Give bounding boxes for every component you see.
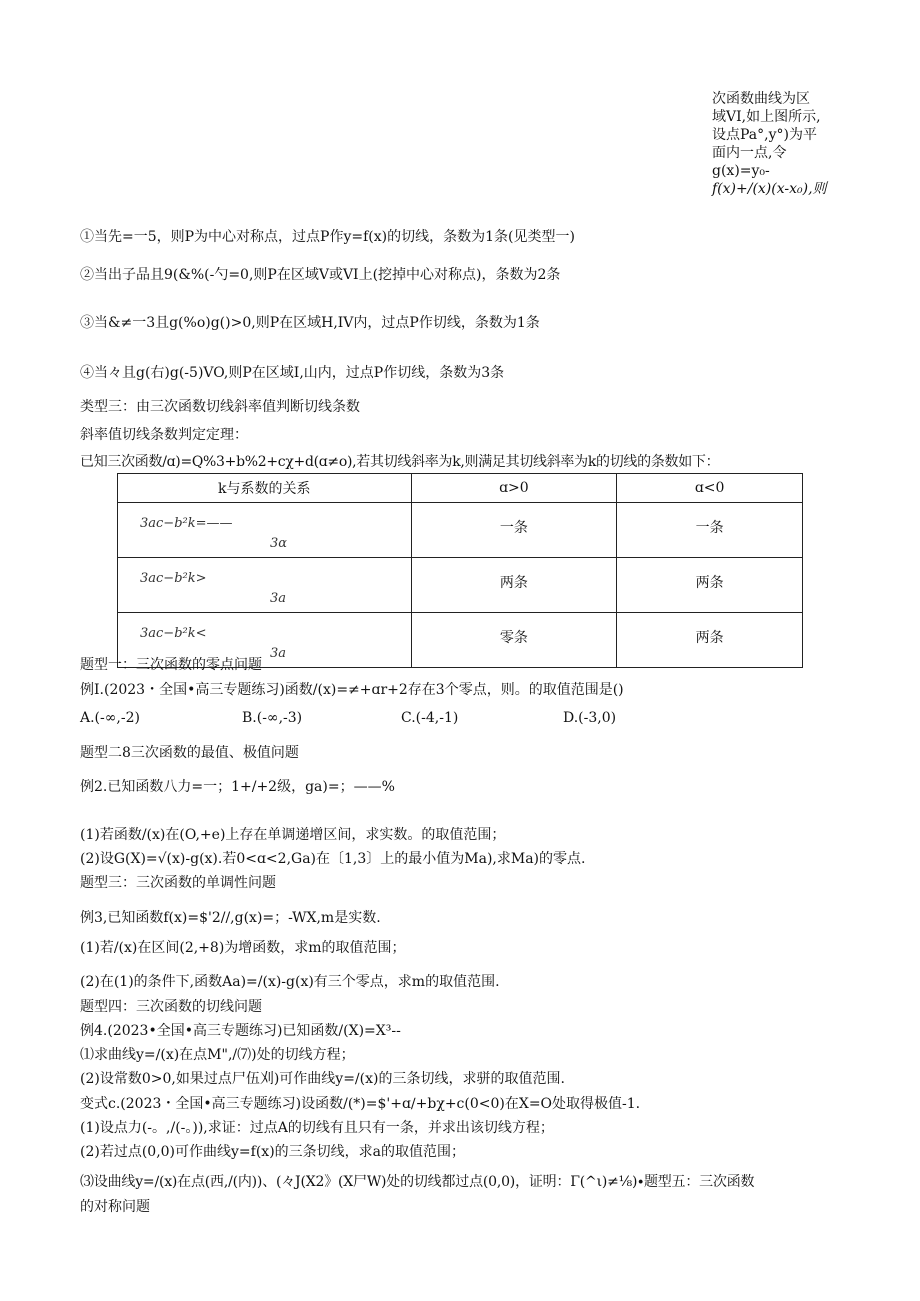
option-c: C.(-4,-1) [401, 710, 459, 726]
variant: 变式c.(2023・全国•高三专题练习)设函数/(*)=$'+ɑ∕+bχ+c(0<0)在X=O处取得极值-1. [80, 1096, 641, 1112]
tangent-count-table [117, 473, 803, 668]
side-line: f(x)+/(x)(x-x₀),则 [712, 181, 827, 197]
option-b: B.(-∞,-3) [242, 710, 303, 726]
q2-title: 题型二8三次函数的最值、极值问题 [80, 745, 299, 761]
formula-bottom: 3a [270, 646, 287, 661]
condition-formula [118, 506, 411, 554]
side-line: 域VI,如上图所示, [712, 109, 821, 125]
case-3: ③当&≠一3且g(%o)g()>0,则P在区域H,IV内，过点P作切线，条数为1条 [80, 315, 540, 331]
example-4: 例4.(2023•全国•高三专题练习)已知函数/(X)=X³-- [80, 1023, 401, 1039]
example-4-part-2: (2)设常数0>0,如果过点尸伍刈)可作曲线y=∕(x)的三条切线，求骈的取值范围. [80, 1071, 565, 1087]
table-cell: 两条 [617, 558, 803, 613]
formula-top: 3ac−b²k> [140, 571, 207, 586]
table-cell: 两条 [617, 613, 803, 668]
table-header: ɑ<0 [617, 474, 803, 503]
answer-options [80, 710, 780, 728]
table-header: k与系数的关系 [118, 474, 412, 503]
condition-formula [118, 561, 411, 609]
table-row [118, 558, 803, 613]
variant-part-3-cont: 的对称问题 [80, 1199, 150, 1215]
variant-part-2: (2)若过点(0,0)可作曲线y=f(x)的三条切线，求a的取值范围； [80, 1144, 466, 1160]
q1-title: 题型一：三次函数的零点问题 [80, 657, 262, 673]
formula-bottom: 3α [270, 536, 288, 551]
example-3-part-2: (2)在(1)的条件下,函数Aa)=/(x)-g(x)有三个零点，求m的取值范围. [80, 974, 500, 990]
table-cell: 一条 [617, 503, 803, 558]
table-cell: 一条 [411, 503, 617, 558]
example-3: 例3,已知函数f(x)=$'2//,g(x)=；-WX,m是实数. [80, 910, 381, 926]
example-2-part-1: (1)若函数/(x)在(O,+e)上存在单调递增区间，求实数。的取值范围； [80, 827, 506, 843]
table-cell: 两条 [411, 558, 617, 613]
q4-title: 题型四：三次函数的切线问题 [80, 999, 262, 1015]
variant-part-1: (1)设点力(-。,/(-。)),求证：过点A的切线有且只有一条，并求出该切线方程； [80, 1120, 554, 1136]
table-row [118, 503, 803, 558]
table-header-row [118, 474, 803, 503]
theorem-text: 已知三次函数/ɑ)=Q%3+b%2+cχ+d(ɑ≠o),若其切线斜率为k,则满足其切线斜率为k的切线的条数如下： [80, 454, 720, 470]
case-4: ④当々且g(右)g(-5)VO,则P在区域I,山内，过点P作切线，条数为3条 [80, 365, 505, 381]
case-2: ②当出子品且9(&%(-勺=0,则P在区域V或VI上(挖掉中心对称点)，条数为2条 [80, 267, 561, 283]
theorem-heading: 斜率值切线条数判定定理： [80, 427, 248, 443]
q3-title: 题型三：三次函数的单调性问题 [80, 875, 276, 891]
type3-heading: 类型三：由三次函数切线斜率值判断切线条数 [80, 399, 360, 415]
example-1: 例I.(2023・全国•高三专题练习)函数/(x)=≠+ɑr+2存在3个零点，则。的取值范围是() [80, 682, 624, 698]
formula-top: 3ac−b²k=—— [140, 516, 233, 531]
side-line: 面内一点,令 [712, 145, 787, 161]
formula-top: 3ac−b²k< [140, 626, 207, 641]
side-line: 次函数曲线为区 [712, 91, 810, 107]
formula-bottom: 3a [270, 591, 287, 606]
example-4-part-1: ⑴求曲线y=∕(x)在点M",/⑺)处的切线方程； [80, 1047, 355, 1063]
side-line: 设点Pa°,y°)为平 [712, 127, 817, 143]
table-header: ɑ>0 [411, 474, 617, 503]
example-2: 例2.已知函数八力=一；1+/+2级，ga)=；——% [80, 779, 395, 795]
variant-part-3: ⑶设曲线y=∕(x)在点(西,/(内))、(々J(X2》(X尸W)处的切线都过点(0,0)，证明：Γ(^ι)≠⅛)∙题型五：三次函数 [80, 1174, 755, 1190]
case-1: ①当先=一5，则P为中心对称点，过点P作y=f(x)的切线，条数为1条(见类型一) [80, 229, 575, 245]
side-note [712, 90, 842, 198]
option-a: A.(-∞,-2) [80, 710, 140, 726]
example-2-part-2: (2)设G(X)=√(x)-g(x).若0<ɑ<2,Ga)在〔1,3〕上的最小值为Ma),求Ma)的零点. [80, 851, 586, 867]
example-3-part-1: (1)若/(x)在区间(2,+8)为增函数，求m的取值范围； [80, 940, 406, 956]
table-cell: 零条 [411, 613, 617, 668]
side-line: g(x)=y₀- [712, 163, 770, 179]
option-d: D.(-3,0) [563, 710, 617, 726]
